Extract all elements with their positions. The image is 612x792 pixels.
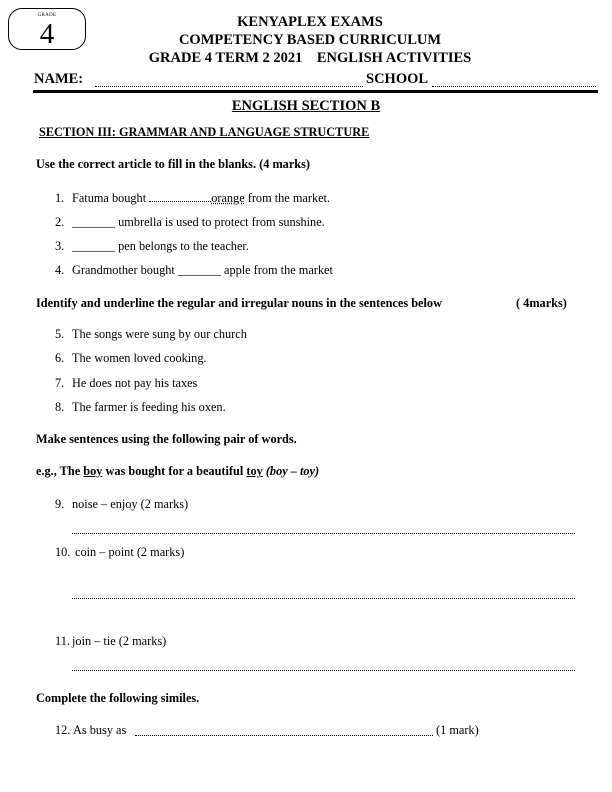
school-field[interactable] (432, 86, 596, 87)
question-3: _______ pen belongs to the teacher. (72, 239, 249, 253)
example-word-1: boy (83, 464, 103, 478)
question-12-marks: (1 mark) (436, 723, 479, 737)
item-number: 2. (55, 215, 65, 229)
answer-line-10[interactable] (72, 598, 575, 599)
item-number: 6. (55, 351, 65, 365)
item-number: 8. (55, 400, 65, 414)
grade-badge-number: 4 (39, 18, 55, 50)
question-11: join – tie (2 marks) (72, 634, 167, 648)
question-10: coin – point (2 marks) (75, 545, 185, 559)
name-field[interactable] (95, 86, 363, 87)
question-8: The farmer is feeding his oxen. (72, 400, 226, 414)
item-number: 4. (55, 263, 65, 277)
item-number: 11. (55, 634, 70, 648)
example-pre: e.g., The (36, 464, 84, 478)
nouns-instruction: Identify and underline the regular and irregular nouns in the sentences below (36, 296, 442, 310)
exam-title: KENYAPLEX EXAMS (237, 14, 383, 30)
answer-line-11[interactable] (72, 670, 575, 671)
question-4: Grandmother bought _______ apple from the market (72, 263, 333, 277)
item-number: 5. (55, 327, 65, 341)
question-5: The songs were sung by our church (72, 327, 247, 341)
school-label: SCHOOL (366, 71, 429, 87)
grade-term-title: GRADE 4 TERM 2 2021 ENGLISH ACTIVITIES (148, 50, 472, 66)
item-number: 3. (55, 239, 65, 253)
answer-blank-1[interactable] (149, 191, 211, 202)
example-post: (boy – toy) (262, 464, 320, 478)
section-title: ENGLISH SECTION B (231, 98, 381, 114)
grade-badge (8, 8, 86, 50)
question-1-pre: Fatuma bought (72, 191, 147, 205)
question-12: As busy as (73, 723, 127, 737)
example-word-2: toy (246, 464, 263, 478)
question-1 (72, 191, 330, 206)
sentences-instruction: Make sentences using the following pair of words. (36, 432, 297, 446)
section-subtitle: SECTION III: GRAMMAR AND LANGUAGE STRUCTURE (39, 125, 370, 139)
header-divider (33, 90, 598, 93)
grade-badge-caption: GRADE (37, 13, 57, 18)
question-9: noise – enjoy (2 marks) (72, 497, 189, 511)
answer-line-9[interactable] (72, 533, 575, 534)
item-number: 12. (55, 723, 71, 737)
item-number: 7. (55, 376, 65, 390)
question-2: _______ umbrella is used to protect from sunshine. (72, 215, 325, 229)
name-label: NAME: (34, 71, 84, 87)
item-number: 1. (55, 191, 65, 205)
curriculum-title: COMPETENCY BASED CURRICULUM (178, 32, 442, 48)
similes-instruction: Complete the following similes. (36, 691, 200, 705)
question-6: The women loved cooking. (72, 351, 207, 365)
question-1-post: from the market. (244, 191, 331, 205)
sentences-example (36, 464, 319, 479)
item-number: 10. (55, 545, 71, 559)
example-mid: was bought for a beautiful (102, 464, 247, 478)
articles-instruction: Use the correct article to fill in the blanks. (4 marks) (36, 157, 311, 171)
question-7: He does not pay his taxes (72, 376, 198, 390)
question-1-word: orange (211, 191, 245, 205)
item-number: 9. (55, 497, 65, 511)
answer-line-12[interactable] (135, 735, 433, 736)
nouns-marks: ( 4marks) (516, 296, 567, 310)
